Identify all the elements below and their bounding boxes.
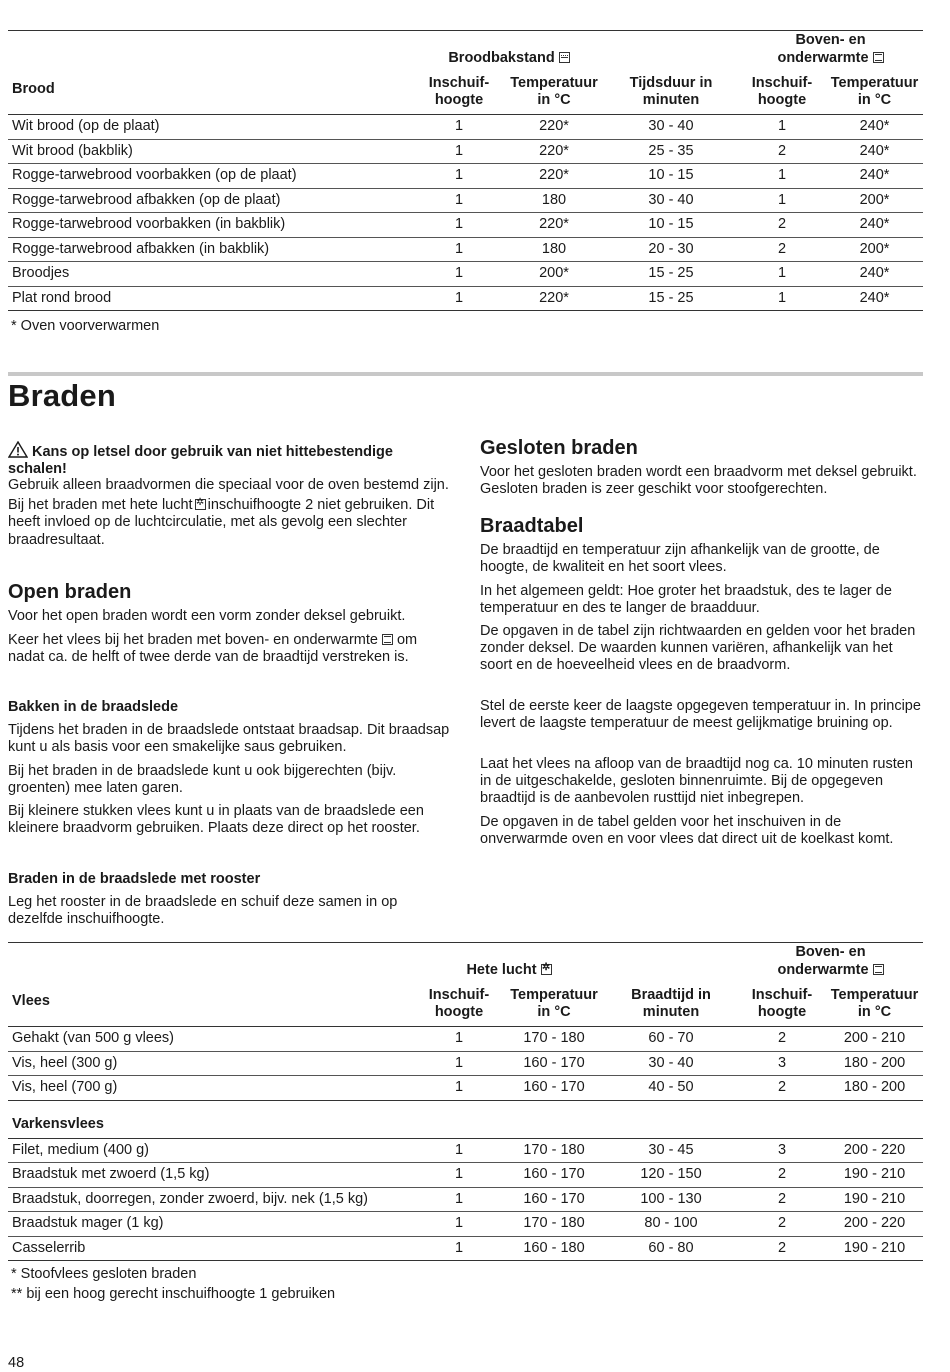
page-number: 48	[8, 1355, 25, 1371]
table-cell: 1	[777, 265, 787, 282]
table-cell: 60 - 70	[648, 1030, 694, 1047]
table-cell: 2	[777, 1215, 787, 1232]
table-cell: 2	[777, 1166, 787, 1183]
roasting-pan-p1: Tijdens het braden in de braadslede ontstaat braadsap. Dit braadsap kunt u als basis voor een smakelijke saus gebruiken.	[8, 722, 450, 756]
table-cell: 180 - 200	[843, 1054, 906, 1071]
table-cell: 100 - 130	[640, 1190, 702, 1207]
meat-group-hot-air: Hete lucht✲	[414, 943, 604, 982]
table-cell: 240*	[859, 265, 890, 282]
table-cell: 1	[454, 1141, 464, 1158]
table-cell: 160 - 170	[523, 1166, 585, 1183]
table-cell: 1	[454, 167, 464, 184]
table-row	[8, 262, 923, 287]
row-label: Braadstuk mager (1 kg)	[12, 1215, 164, 1232]
section-pork: Varkensvlees	[12, 1116, 104, 1133]
table-cell: 220*	[539, 216, 569, 233]
table-cell: 1	[454, 265, 464, 282]
meat-group-top-bottom: Boven- en onderwarmte	[738, 943, 923, 982]
table-cell: 30 - 45	[648, 1141, 694, 1158]
table-cell: 200 - 220	[843, 1141, 906, 1158]
table-cell: 220*	[539, 289, 569, 306]
table-cell: 190 - 210	[843, 1239, 906, 1256]
roasting-pan-p3: Bij kleinere stukken vlees kunt u in plaats van de braadslede een kleinere braadvorm gebruiken. Plaats deze direct op het rooster.	[8, 803, 424, 837]
roasting-table-p2: In het algemeen geldt: Hoe groter het braadstuk, des te lager de temperatuur en des te langer de braadduur.	[480, 583, 892, 617]
roasting-table-p1: De braadtijd en temperatuur zijn afhankelijk van de grootte, de hoogte, de kwaliteit en het soort vlees.	[480, 542, 880, 576]
table-cell: 2	[777, 216, 787, 233]
table-cell: 160 - 170	[523, 1190, 585, 1207]
meat-table-body-b	[8, 1138, 923, 1261]
closed-roasting-p1: Voor het gesloten braden wordt een braadvorm met deksel gebruikt. Gesloten braden is zeer geschikt voor stoofgerechten.	[480, 464, 917, 498]
bread-group-top-bottom: Boven- en onderwarmte	[738, 31, 923, 70]
roasting-table-p6: De opgaven in de tabel gelden voor het inschuiven in de onverwarmde oven en voor vlees dat direct uit de koelkast komt.	[480, 814, 894, 848]
col-header-time: Braadtijd in minuten	[631, 986, 711, 1020]
row-label: Wit brood (op de plaat)	[12, 118, 160, 135]
table-cell: 1	[454, 1166, 464, 1183]
row-label: Wit brood (bakblik)	[12, 142, 133, 159]
table-row	[8, 115, 923, 140]
table-cell: 120 - 150	[640, 1166, 702, 1183]
table-cell: 15 - 25	[648, 265, 694, 282]
subheading-pan-with-rack: Braden in de braadslede met rooster	[8, 871, 261, 887]
hot-air-icon	[195, 499, 206, 510]
top-bottom-heat-icon	[382, 634, 393, 645]
table-cell: 160 - 170	[523, 1054, 585, 1071]
grill-mode-icon	[559, 52, 570, 63]
table-cell: 60 - 80	[648, 1239, 694, 1256]
table-cell: 1	[454, 289, 464, 306]
table-cell: 220*	[539, 167, 569, 184]
table-cell: 40 - 50	[648, 1079, 694, 1096]
col-header-time: Tijdsduur in minuten	[629, 74, 713, 108]
table-cell: 1	[454, 1239, 464, 1256]
table-cell: 1	[454, 191, 464, 208]
table-cell: 3	[777, 1054, 787, 1071]
open-roasting-title: Open braden	[8, 581, 132, 603]
warning-block	[8, 441, 453, 549]
table-row	[8, 164, 923, 189]
table-cell: 30 - 40	[648, 1054, 694, 1071]
table-cell: 1	[454, 240, 464, 257]
table-cell: 80 - 100	[644, 1215, 698, 1232]
table-cell: 2	[777, 1239, 787, 1256]
warning-text-1: Gebruik alleen braadvormen die speciaal voor de oven bestemd zijn.	[8, 477, 449, 493]
table-cell: 30 - 40	[648, 191, 694, 208]
open-roasting-p2: Keer het vlees bij het braden met boven- en onderwarmte om nadat ca. de helft of twee derde van de braadtijd verstreken is.	[8, 632, 418, 666]
warning-text-2: Bij het braden met hete lucht✲ inschuifhoogte 2 niet gebruiken. Dit heeft invloed op de luchtcirculatie, met als gevolg een slechter braadresultaat.	[8, 497, 453, 549]
table-cell: 1	[454, 1054, 464, 1071]
row-label: Braadstuk met zwoerd (1,5 kg)	[12, 1166, 210, 1183]
table-row	[8, 1236, 923, 1261]
table-cell: 180	[541, 240, 567, 257]
table-cell: 240*	[859, 142, 890, 159]
col-header-shelf-2: Inschuif- hoogte	[751, 986, 813, 1020]
table-cell: 1	[777, 118, 787, 135]
table-cell: 220*	[539, 118, 569, 135]
table-cell: 240*	[859, 167, 890, 184]
col-header-temp: Temperatuur in °C	[510, 74, 598, 108]
table-cell: 190 - 210	[843, 1190, 906, 1207]
col-header-temp-2: Temperatuur in °C	[830, 74, 919, 108]
row-label: Filet, medium (400 g)	[12, 1141, 149, 1158]
roasting-pan-p2: Bij het braden in de braadslede kunt u ook bijgerechten (bijv. groenten) mee laten garen.	[8, 763, 397, 797]
meat-footnote-2: ** bij een hoog gerecht inschuifhoogte 1 gebruiken	[11, 1286, 336, 1302]
table-cell: 1	[454, 1079, 464, 1096]
table-row	[8, 1051, 923, 1076]
bread-table-body	[8, 115, 923, 311]
table-row	[8, 139, 923, 164]
table-cell: 160 - 170	[523, 1079, 585, 1096]
row-label: Broodjes	[12, 265, 70, 282]
table-cell: 240*	[859, 118, 890, 135]
table-cell: 3	[777, 1141, 787, 1158]
table-cell: 1	[454, 118, 464, 135]
table-cell: 240*	[859, 289, 890, 306]
table-cell: 180	[541, 191, 567, 208]
table-cell: 10 - 15	[648, 167, 694, 184]
table-row	[8, 213, 923, 238]
row-label: Rogge-tarwebrood afbakken (in bakblik)	[12, 240, 270, 257]
subheading-roasting-pan: Bakken in de braadslede	[8, 699, 179, 715]
col-header-bread: Brood	[12, 80, 55, 97]
row-label: Gehakt (van 500 g vlees)	[12, 1030, 175, 1047]
table-row	[8, 188, 923, 213]
roasting-table-p3: De opgaven in de tabel zijn richtwaarden en gelden voor het braden zonder deksel. De waarden kunnen variëren, afhankelijk van het soort en de hoeveelheid vlees en de braadvorm.	[480, 623, 916, 674]
table-row	[8, 1212, 923, 1237]
bread-table	[8, 31, 923, 311]
table-cell: 2	[777, 1190, 787, 1207]
hot-air-icon	[541, 964, 552, 975]
col-header-temp: Temperatuur in °C	[510, 986, 598, 1020]
warning-icon	[8, 441, 28, 458]
table-cell: 200*	[859, 191, 890, 208]
table-cell: 200 - 210	[843, 1030, 906, 1047]
table-row	[8, 1138, 923, 1163]
row-label: Casselerrib	[12, 1239, 86, 1256]
table-cell: 2	[777, 1079, 787, 1096]
bread-group-grill: Broodbakstand	[414, 31, 604, 70]
col-header-temp-2: Temperatuur in °C	[830, 986, 919, 1020]
row-label: Vis, heel (300 g)	[12, 1054, 118, 1071]
row-label: Braadstuk, doorregen, zonder zwoerd, bijv. nek (1,5 kg)	[12, 1190, 368, 1207]
pan-with-rack-p1: Leg het rooster in de braadslede en schuif deze samen in op dezelfde inschuifhoogte.	[8, 894, 398, 928]
table-cell: 220*	[539, 142, 569, 159]
top-bottom-heat-icon	[873, 964, 884, 975]
table-cell: 180 - 200	[843, 1079, 906, 1096]
meat-footnote-1: * Stoofvlees gesloten braden	[11, 1266, 197, 1282]
row-label: Rogge-tarwebrood voorbakken (in bakblik)	[12, 216, 286, 233]
table-cell: 30 - 40	[648, 118, 694, 135]
roasting-table-p5: Laat het vlees na afloop van de braadtijd nog ca. 10 minuten rusten in de uitgeschakelde, gesloten binnenruimte. Bij de opgegeven braadtijd is de aanbevolen rusttijd niet inbegrepen.	[480, 756, 913, 807]
table-cell: 190 - 210	[843, 1166, 906, 1183]
table-row	[8, 237, 923, 262]
table-cell: 160 - 180	[523, 1239, 585, 1256]
section-title: Braden	[8, 378, 117, 413]
table-cell: 2	[777, 1030, 787, 1047]
table-cell: 170 - 180	[523, 1030, 585, 1047]
roasting-table-p4: Stel de eerste keer de laagste opgegeven temperatuur in. In principe levert de laagste temperatuur de meest gelijkmatige bruining op.	[480, 698, 921, 732]
meat-table	[8, 943, 923, 1261]
roasting-table-title: Braadtabel	[480, 515, 584, 537]
table-row	[8, 1076, 923, 1101]
row-label: Plat rond brood	[12, 289, 112, 306]
table-cell: 200 - 220	[843, 1215, 906, 1232]
table-cell: 1	[777, 191, 787, 208]
table-cell: 170 - 180	[523, 1141, 585, 1158]
table-cell: 1	[454, 142, 464, 159]
table-row	[8, 1163, 923, 1188]
table-cell: 10 - 15	[648, 216, 694, 233]
table-row	[8, 1027, 923, 1052]
table-cell: 2	[777, 142, 787, 159]
row-label: Rogge-tarwebrood afbakken (op de plaat)	[12, 191, 281, 208]
col-header-shelf: Inschuif- hoogte	[428, 986, 490, 1020]
table-cell: 2	[777, 240, 787, 257]
table-cell: 200*	[859, 240, 890, 257]
table-cell: 200*	[539, 265, 569, 282]
col-header-meat: Vlees	[12, 992, 50, 1009]
col-header-shelf-2: Inschuif- hoogte	[751, 74, 813, 108]
closed-roasting-title: Gesloten braden	[480, 437, 638, 459]
warning-title: Kans op letsel door gebruik van niet hittebestendige schalen!	[8, 441, 453, 477]
table-cell: 240*	[859, 216, 890, 233]
table-cell: 15 - 25	[648, 289, 694, 306]
table-cell: 1	[454, 1190, 464, 1207]
table-cell: 170 - 180	[523, 1215, 585, 1232]
table-cell: 20 - 30	[648, 240, 694, 257]
col-header-shelf: Inschuif- hoogte	[428, 74, 490, 108]
top-bottom-heat-icon	[873, 52, 884, 63]
table-cell: 1	[777, 167, 787, 184]
table-cell: 25 - 35	[648, 142, 694, 159]
row-label: Rogge-tarwebrood voorbakken (op de plaat)	[12, 167, 297, 184]
open-roasting-p1: Voor het open braden wordt een vorm zonder deksel gebruikt.	[8, 608, 406, 624]
bread-footnote: * Oven voorverwarmen	[11, 318, 160, 334]
section-divider	[8, 372, 923, 376]
table-row	[8, 1187, 923, 1212]
table-cell: 1	[454, 1030, 464, 1047]
table-row	[8, 286, 923, 311]
row-label: Vis, heel (700 g)	[12, 1079, 118, 1096]
table-cell: 1	[454, 1215, 464, 1232]
meat-table-body-a	[8, 1027, 923, 1101]
table-cell: 1	[777, 289, 787, 306]
table-cell: 1	[454, 216, 464, 233]
